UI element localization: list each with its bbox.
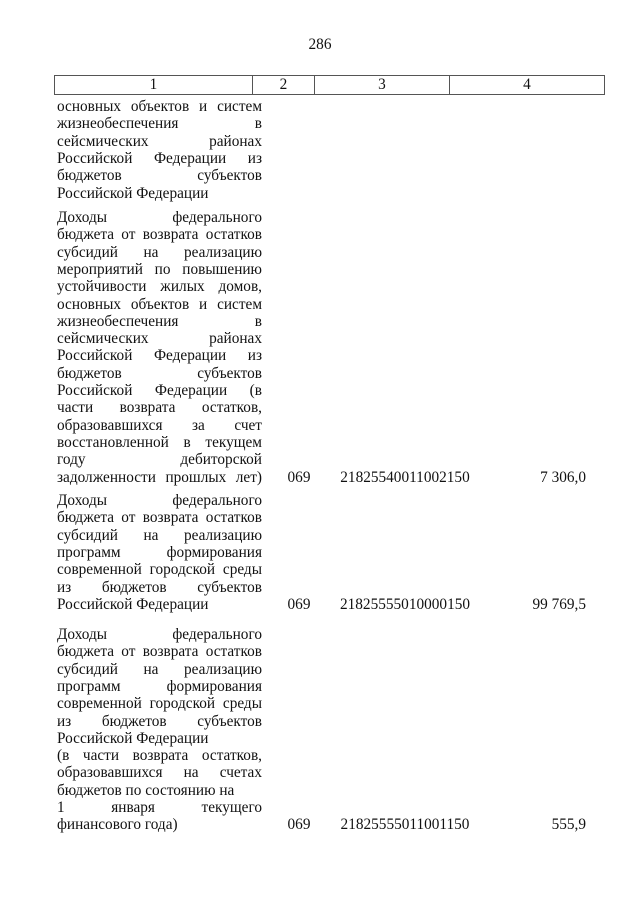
row-text-line: образовавшихся за счет [57,416,262,434]
row-text-line: Российской Федерации из [57,149,262,167]
amount: 555,9 [551,816,586,834]
row-text-line: Российской Федерации (в [57,382,262,399]
row-text-line: основных объектов и систем [57,98,262,115]
row-text-line: субсидий на реализацию [57,660,262,678]
row-text-line: Доходы федерального [57,492,262,509]
row-text-line: Российской Федерации из [57,347,262,365]
row-text-line: сейсмических районах [57,330,262,348]
row-text-line: восстановленной в текущем [57,433,262,451]
row-text-line: Доходы федерального [57,209,262,226]
row-text-line: Российской Федерации [57,595,209,613]
page-number: 286 [308,36,332,53]
budget-code: 21825540011002150 [340,468,470,486]
row-text-line: Российской Федерации [57,184,209,202]
row-text-line: части возврата остатков, [57,399,262,417]
row-text-line: из бюджетов субъектов [57,712,262,730]
row-text-line: бюджетов субъектов [57,167,262,185]
row-text-line: жизнеобеспечения в [57,312,262,330]
row-text-line: финансового года) [57,816,178,834]
row-text-line: современной городской среды [57,695,262,713]
row-text-line: Российской Федерации [57,729,209,747]
row-text-line: сейсмических районах [57,132,262,150]
row-text-line: бюджетов субъектов [57,364,262,382]
header-col-2: 2 [253,76,315,94]
amount: 7 306,0 [540,468,586,486]
header-col-3: 3 [315,76,450,94]
row-text-line: из бюджетов субъектов [57,578,262,596]
row-text-line: мероприятий по повышению [57,260,262,278]
header-col-4: 4 [523,76,531,93]
row-text-line: бюджета от возврата остатков [57,643,262,661]
row-text-line: субсидий на реализацию [57,526,262,544]
header-col-1: 1 [55,76,253,94]
row-text-line: современной городской среды [57,561,262,579]
row-text-line: 1 января текущего [57,799,262,816]
row-text-line: бюджета от возврата остатков [57,509,262,527]
admin-code: 069 [287,595,311,613]
table-header [54,75,605,95]
row-text-line: устойчивости жилых домов, [57,278,262,296]
row-text-line: основных объектов и систем [57,295,262,313]
row-text-line: задолженности прошлых лет) [57,468,262,486]
row-text-line: бюджетов по состоянию на [57,781,235,799]
row-text-line: Доходы федерального [57,626,262,643]
row-text-line: образовавшихся на счетах [57,764,262,782]
row-text-line: бюджета от возврата остатков [57,226,262,244]
row-text-line: жизнеобеспечения в [57,115,262,133]
amount: 99 769,5 [532,595,586,613]
admin-code: 069 [287,468,311,486]
admin-code: 069 [287,816,311,834]
row-text-line: программ формирования [57,677,262,695]
budget-code: 21825555011001150 [340,816,470,834]
row-text-line: году дебиторской [57,451,262,469]
row-text-line: программ формирования [57,543,262,561]
row-text-line: субсидий на реализацию [57,243,262,261]
row-text-line: (в части возврата остатков, [57,747,262,765]
budget-code: 21825555010000150 [339,595,471,613]
